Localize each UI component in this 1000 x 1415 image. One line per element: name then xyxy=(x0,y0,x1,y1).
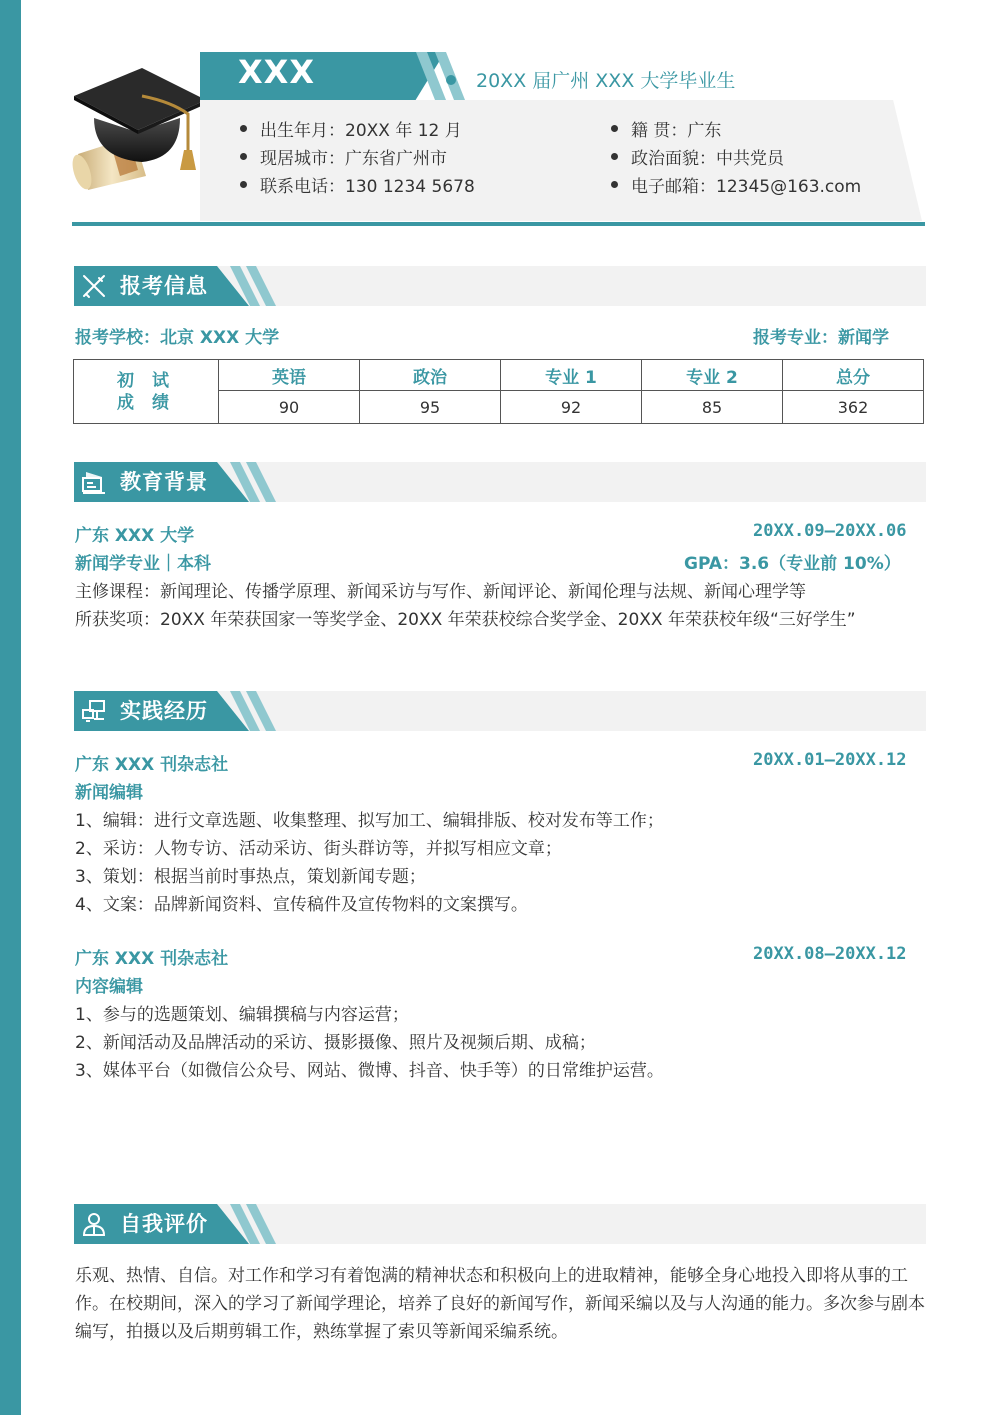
section-stripes xyxy=(216,1204,276,1244)
pencil-ruler-icon xyxy=(80,272,108,300)
current-city: 现居城市：广东省广州市 xyxy=(260,144,447,169)
presentation-board-icon xyxy=(80,468,108,496)
network-devices-icon xyxy=(80,697,108,725)
section-education-header xyxy=(74,462,926,502)
birth-date: 出生年月：20XX 年 12 月 xyxy=(260,116,462,141)
job-1-duty: 1、编辑：进行文章选题、收集整理、拟写加工、编辑排版、校对发布等工作； xyxy=(75,811,664,831)
edu-gpa: GPA：3.6（专业前 10%） xyxy=(684,554,901,574)
section-title: 实践经历 xyxy=(120,699,208,723)
candidate-name: XXX xyxy=(238,53,316,91)
job-2-duty: 2、新闻活动及品牌活动的采访、摄影摄像、照片及视频后期、成稿； xyxy=(75,1033,596,1053)
left-accent-bar xyxy=(0,0,21,1415)
graduate-subtitle: 20XX 届广州 XXX 大学毕业生 xyxy=(476,70,736,92)
edu-period: 20XX.09–20XX.06 xyxy=(753,521,907,541)
job-2-period: 20XX.08–20XX.12 xyxy=(753,944,907,964)
political-status: 政治面貌：中共党员 xyxy=(631,144,784,169)
section-title: 报考信息 xyxy=(120,274,208,298)
subject-english: 英语 xyxy=(219,360,360,391)
section-self-eval-header xyxy=(74,1204,926,1244)
job-2-company: 广东 XXX 刊杂志社 xyxy=(75,949,229,969)
edu-school: 广东 XXX 大学 xyxy=(75,526,195,546)
job-1-duty: 4、文案：品牌新闻资料、宣传稿件及宣传物料的文案撰写。 xyxy=(75,895,528,915)
section-stripes xyxy=(216,266,276,306)
edu-major: 新闻学专业｜本科 xyxy=(75,554,211,574)
score-header-row xyxy=(74,360,924,391)
score-major-2: 85 xyxy=(642,391,783,424)
person-icon xyxy=(80,1210,108,1238)
subject-major-1: 专业 1 xyxy=(501,360,642,391)
self-evaluation-text: 乐观、热情、自信。对工作和学习有着饱满的精神状态和积极向上的进取精神，能够全身心地投入即将从事的工作。在校期间，深入的学习了新闻学理论，培养了良好的新闻写作，新闻采编以及与人沟通的能力。多次参与剧本编写，拍摄以及后期剪辑工作，熟练掌握了索贝等新闻采编系统。 xyxy=(75,1266,925,1342)
job-1-period: 20XX.01–20XX.12 xyxy=(753,750,907,770)
subtitle-bullet xyxy=(446,75,456,85)
subject-major-2: 专业 2 xyxy=(642,360,783,391)
job-1-role: 新闻编辑 xyxy=(75,783,143,803)
score-major-1: 92 xyxy=(501,391,642,424)
job-1-duty: 3、策划：根据当前时事热点，策划新闻专题； xyxy=(75,867,426,887)
section-stripes xyxy=(216,462,276,502)
score-row-label xyxy=(74,360,219,424)
score-table xyxy=(73,359,924,424)
score-english: 90 xyxy=(219,391,360,424)
job-2-duty: 1、参与的选题策划、编辑撰稿与内容运营； xyxy=(75,1005,409,1025)
target-school: 报考学校：北京 XXX 大学 xyxy=(75,328,280,348)
edu-courses: 主修课程：新闻理论、传播学原理、新闻采访与写作、新闻评论、新闻伦理与法规、新闻心理学等 xyxy=(75,582,806,602)
name-banner xyxy=(200,52,445,100)
job-1-duty: 2、采访：人物专访、活动采访、街头群访等，并拟写相应文章； xyxy=(75,839,562,859)
job-2-duty: 3、媒体平台（如微信公众号、网站、微博、抖音、快手等）的日常维护运营。 xyxy=(75,1061,664,1081)
phone-number: 联系电话：130 1234 5678 xyxy=(260,172,475,197)
score-politics: 95 xyxy=(360,391,501,424)
section-stripes xyxy=(216,691,276,731)
section-title: 自我评价 xyxy=(120,1212,208,1236)
email-address: 电子邮箱：12345@163.com xyxy=(631,172,861,197)
graduation-cap-icon xyxy=(72,66,208,194)
job-2-role: 内容编辑 xyxy=(75,977,143,997)
edu-awards: 所获奖项：20XX 年荣获国家一等奖学金、20XX 年荣获校综合奖学金、20XX 年荣获校年级“三好学生” xyxy=(75,610,856,630)
score-label-line-1: 初 试 xyxy=(117,370,175,391)
job-1-company: 广东 XXX 刊杂志社 xyxy=(75,755,229,775)
subject-politics: 政治 xyxy=(360,360,501,391)
header-divider xyxy=(72,222,925,226)
section-exam-header xyxy=(74,266,926,306)
section-experience-header xyxy=(74,691,926,731)
score-total: 362 xyxy=(783,391,924,424)
target-major: 报考专业：新闻学 xyxy=(753,328,889,348)
native-place: 籍 贯：广东 xyxy=(631,116,721,141)
section-title: 教育背景 xyxy=(120,470,208,494)
subject-total: 总分 xyxy=(783,360,924,391)
score-label-line-2: 成 绩 xyxy=(117,392,175,413)
